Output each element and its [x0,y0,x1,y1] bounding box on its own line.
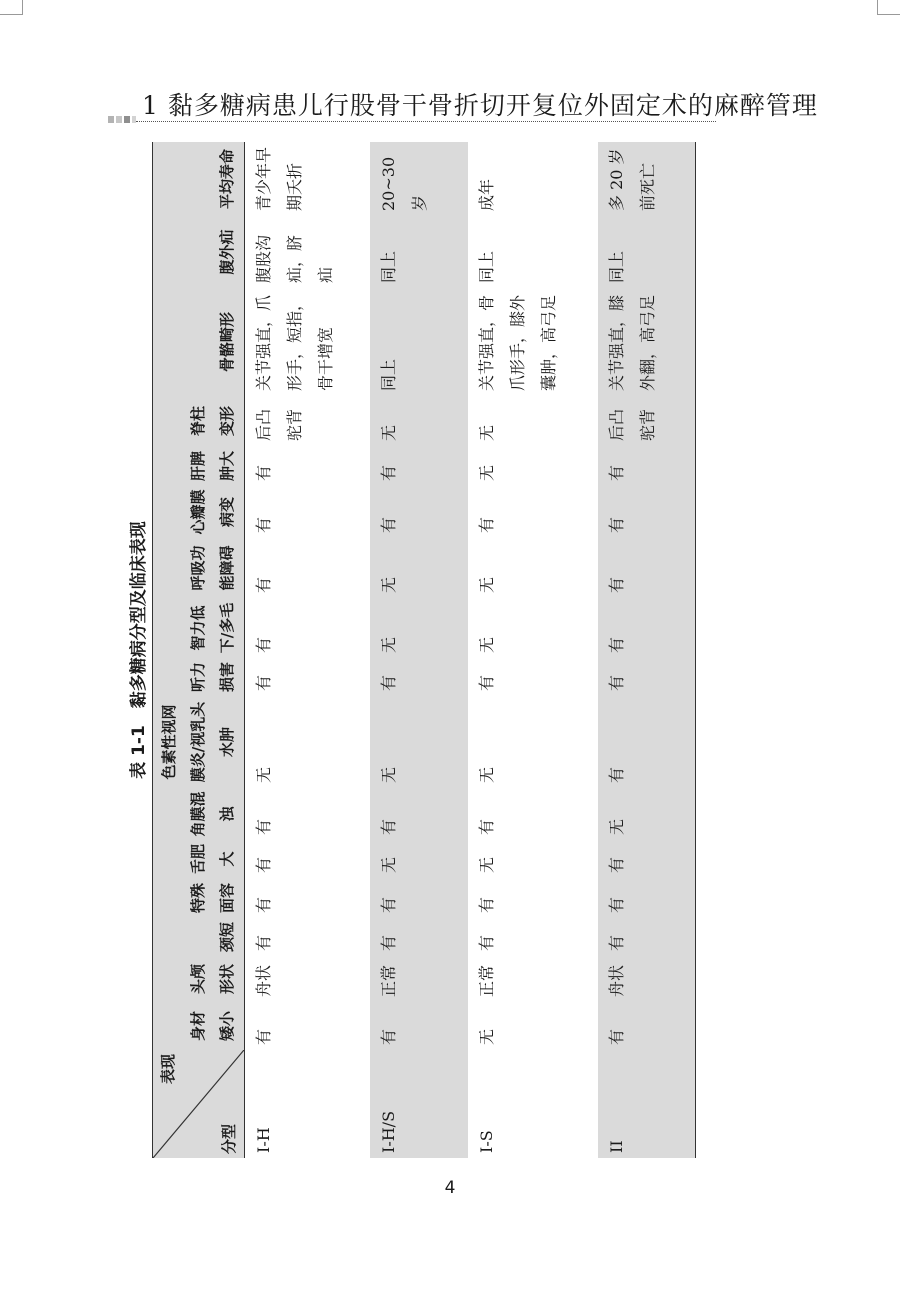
table-cell: 有 [370,878,468,918]
table-cell: 有 [254,896,273,913]
table-cell: 有 [476,818,496,835]
table-cell: 有 [476,674,496,691]
row-type: I-H [254,1127,273,1153]
table-cell: 有 [476,896,496,913]
table-cell: 同上 [476,250,496,283]
table-cell: 青少年早期夭折 [254,146,304,211]
crop-mark-right [877,0,900,15]
table-cell: 成年 [476,178,496,211]
table-cell: 舟状 [598,956,696,1002]
table-cell: 无 [476,636,496,653]
table-cell: 同上 [370,288,468,396]
table-row [598,142,696,1158]
table-cell: 无 [476,766,496,783]
table-cell: 有 [598,658,696,696]
table-cell: 无 [370,538,468,598]
table-cell: 无 [476,576,496,593]
table-cell: 无 [476,1028,496,1045]
col-header: 色素性视网膜炎/视乳头水肿 [153,696,245,788]
col-header: 骨骼畸形 [153,288,245,396]
col-header: 听力损害 [153,658,245,696]
row-type: I-S [476,1130,496,1153]
table-cell: 无 [370,396,468,446]
table-cell: 有 [476,516,496,533]
table-cell: 无 [254,766,273,783]
table-cell: 无 [476,464,496,481]
table-cell: 有 [476,934,496,951]
col-header: 身材矮小 [153,1002,245,1050]
header-rule [136,121,716,122]
table-cell: 无 [598,788,696,840]
table-cell: 无 [370,840,468,878]
table-cell: 同上 [370,216,468,288]
col-header: 腹外疝 [153,216,245,288]
running-header: 1 黏多糖病患儿行股骨干骨折切开复位外固定术的麻醉管理 [142,91,818,120]
table-cell: 关节强直，爪形手，短指，骨干增宽 [254,294,335,391]
table-cell: 有 [254,636,273,653]
table-cell: 无 [476,856,496,873]
table-cell: 有 [598,1002,696,1050]
table-cell: 无 [370,598,468,658]
page-number: 4 [444,1178,456,1198]
table-cell: 正常 [476,964,496,997]
table-cell: 无 [476,424,496,441]
table-cell: 正常 [370,956,468,1002]
col-header: 心瓣膜病变 [153,486,245,538]
row-type: I-H/S [370,1050,468,1158]
classification-table [152,142,696,1158]
table-cell: 有 [598,486,696,538]
table-cell: 后凸驼背 [254,408,304,441]
col-header: 舌肥大 [153,840,245,878]
table-cell: 有 [370,446,468,486]
table-cell: 有 [370,918,468,956]
table-cell: 有 [598,538,696,598]
row-type: II [598,1050,696,1158]
col-header: 肝脾肿大 [153,446,245,486]
table-cell: 后凸驼背 [598,396,696,446]
crop-mark-left [0,0,23,15]
table-cell: 有 [598,878,696,918]
corner-label-bottom: 分型 [220,1123,238,1154]
table-cell: 有 [370,788,468,840]
col-header: 智力低下/多毛 [153,598,245,658]
table-cell: 关节强直，膝外翻，高弓足 [598,288,696,396]
rotated-table-block [126,142,736,1158]
table-cell: 有 [598,696,696,788]
table-row [370,142,468,1158]
col-header: 呼吸功能障碍 [153,538,245,598]
corner-label-top: 表现 [159,1054,177,1085]
table-cell: 有 [254,934,273,951]
col-header: 头颅形状 [153,956,245,1002]
table-cell: 关节强直，骨爪形手，膝外囊肿，高弓足 [476,294,558,391]
table-cell: 20~30 岁 [370,142,468,216]
table-cell: 有 [254,576,273,593]
table-cell: 有 [254,856,273,873]
col-header: 角膜混浊 [153,788,245,840]
table-cell: 有 [254,516,273,533]
table-cell: 有 [370,658,468,696]
table-cell: 有 [370,1002,468,1050]
col-header: 颈短 [153,918,245,956]
table-cell: 舟状 [254,964,273,997]
col-header: 特殊面容 [153,878,245,918]
table-cell: 无 [370,696,468,788]
col-header: 脊柱变形 [153,396,245,446]
table-cell: 有 [254,674,273,691]
table-cell: 腹股沟疝，脐疝 [254,234,335,283]
table-cell: 有 [598,840,696,878]
table-row [245,142,370,1158]
table-cell: 有 [370,486,468,538]
corner-header [153,1050,245,1158]
table-cell: 有 [254,1028,273,1045]
table-cell: 有 [254,818,273,835]
table-header-row [153,142,245,1158]
table-cell: 同上 [598,216,696,288]
col-header: 平均寿命 [153,142,245,216]
table-cell: 有 [598,598,696,658]
table-row [468,142,598,1158]
table-caption: 表 1-1 黏多糖病分型及临床表现 [129,521,149,779]
table-cell: 有 [598,918,696,956]
table-cell: 多 20 岁前死亡 [598,142,696,216]
table-cell: 有 [254,464,273,481]
table-cell: 有 [598,446,696,486]
